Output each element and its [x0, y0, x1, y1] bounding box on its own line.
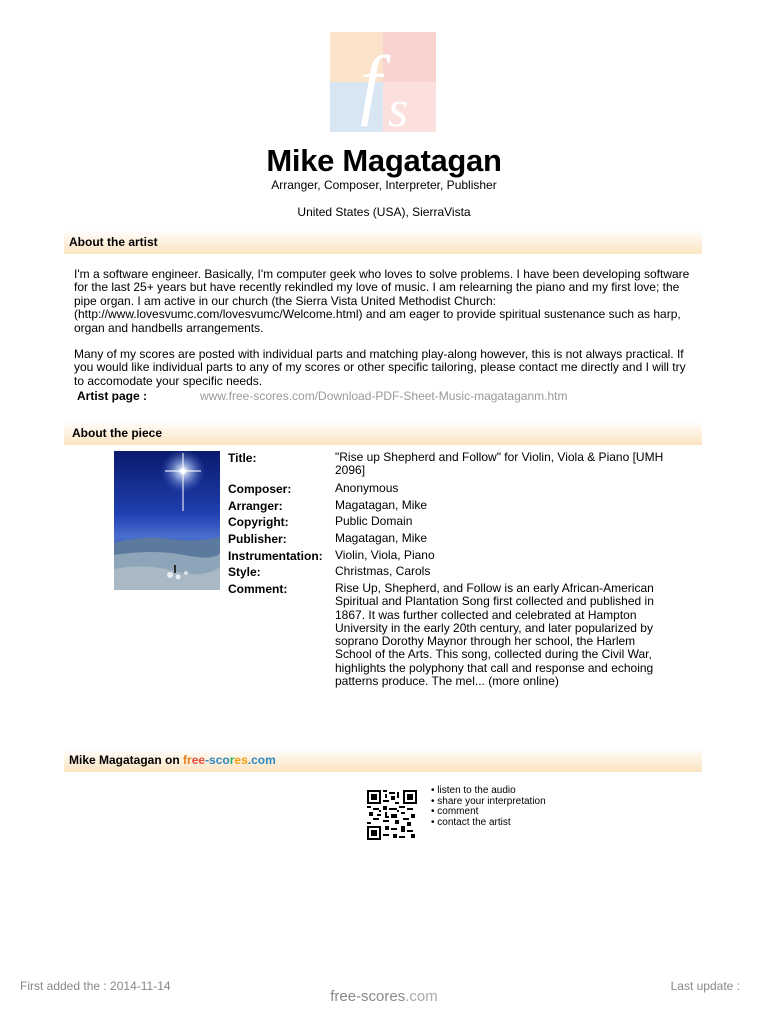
about-artist-header: About the artist: [64, 230, 702, 254]
piece-label: Title:: [228, 451, 257, 465]
brand-part: fr: [183, 753, 192, 767]
piece-value: Magatagan, Mike: [335, 498, 428, 512]
brand-part: ee: [191, 753, 206, 767]
piece-value: Public Domain: [335, 514, 413, 528]
brand-part: r: [229, 753, 235, 767]
free-scores-brand-link[interactable]: [183, 753, 276, 767]
logo-fs-glyph: [330, 32, 436, 132]
piece-label: Composer:: [228, 482, 292, 496]
artist-bio: [74, 268, 694, 388]
qr-action-item: • share your interpretation: [431, 795, 546, 807]
piece-label: Publisher:: [228, 532, 287, 546]
artist-on-site-prefix: Mike Magatagan on: [69, 753, 184, 767]
qr-action-item: • comment: [431, 806, 479, 818]
first-added-date: First added the : 2014-11-14: [20, 979, 171, 993]
brand-part: -sco: [205, 753, 230, 767]
footer-brand: [0, 988, 768, 1005]
qr-action-list: [431, 786, 546, 828]
footer-brand-suffix: .com: [405, 988, 438, 1005]
artist-on-site-header: [64, 748, 702, 772]
footer-brand-main: free-scores: [330, 988, 406, 1005]
piece-cover-image: [114, 451, 220, 590]
piece-label: Instrumentation:: [228, 549, 323, 563]
artist-location: United States (USA), SierraVista: [297, 205, 471, 219]
brand-part: .com: [247, 753, 276, 767]
piece-label: Style:: [228, 565, 261, 579]
qr-action-item: • contact the artist: [431, 816, 511, 828]
piece-label: Copyright:: [228, 515, 289, 529]
artist-roles: Arranger, Composer, Interpreter, Publisher: [271, 178, 497, 192]
artist-page-label: Artist page :: [77, 389, 148, 403]
bio-paragraph: Many of my scores are posted with individual parts and matching play-along however, this is not always practical. If you would like individual parts to any of my scores or other specific tailoring, please contact me directly and I will try to accomodate your specific needs.: [74, 347, 686, 388]
last-update: Last update :: [670, 979, 740, 993]
logo-s-letter: s: [388, 81, 409, 132]
piece-label: Comment:: [228, 582, 288, 596]
qr-action-item: • listen to the audio: [431, 785, 516, 796]
piece-value: Rise Up, Shepherd, and Follow is an early African-American Spiritual and Plantation Song first collected and published in 1867. It was further collected and celebrated at Hampton University in the early 20th century, and later popularized by soprano Dorothy Maynor through her school, the Harlem School of the Arts. This song, collected during the Civil War, highlights the polyphony that call and response and echoing patterns produce. The mel... (more online): [335, 581, 654, 689]
free-scores-logo: [330, 32, 436, 132]
artist-page-link[interactable]: www.free-scores.com/Download-PDF-Sheet-Music-magataganm.htm: [200, 389, 568, 403]
piece-value: Violin, Viola, Piano: [335, 548, 435, 562]
logo-f-letter: f: [360, 40, 382, 127]
brand-part: es: [234, 753, 248, 767]
bio-paragraph: I'm a software engineer. Basically, I'm computer geek who loves to solve problems. I have been developing software for the last 25+ years but have recently rekindled my love of music. I am relearning the piano and my first love; the pipe organ. I am active in our church (the Sierra Vista United Methodist Church: (http://www.lovesvumc.com/lovesvumc/Welcome.html) and am eager to provide spiritual sustenance such as harp, organ and handbells arrangements.: [74, 267, 690, 335]
piece-label: Arranger:: [228, 499, 283, 513]
about-piece-header: About the piece: [64, 421, 702, 445]
piece-value: Anonymous: [335, 481, 399, 495]
piece-value: Christmas, Carols: [335, 564, 431, 578]
piece-value: "Rise up Shepherd and Follow" for Violin, Viola & Piano [UMH 2096]: [335, 450, 664, 478]
artist-name: Mike Magatagan: [266, 143, 502, 178]
qr-code[interactable]: [367, 790, 417, 840]
piece-value: Magatagan, Mike: [335, 531, 428, 545]
